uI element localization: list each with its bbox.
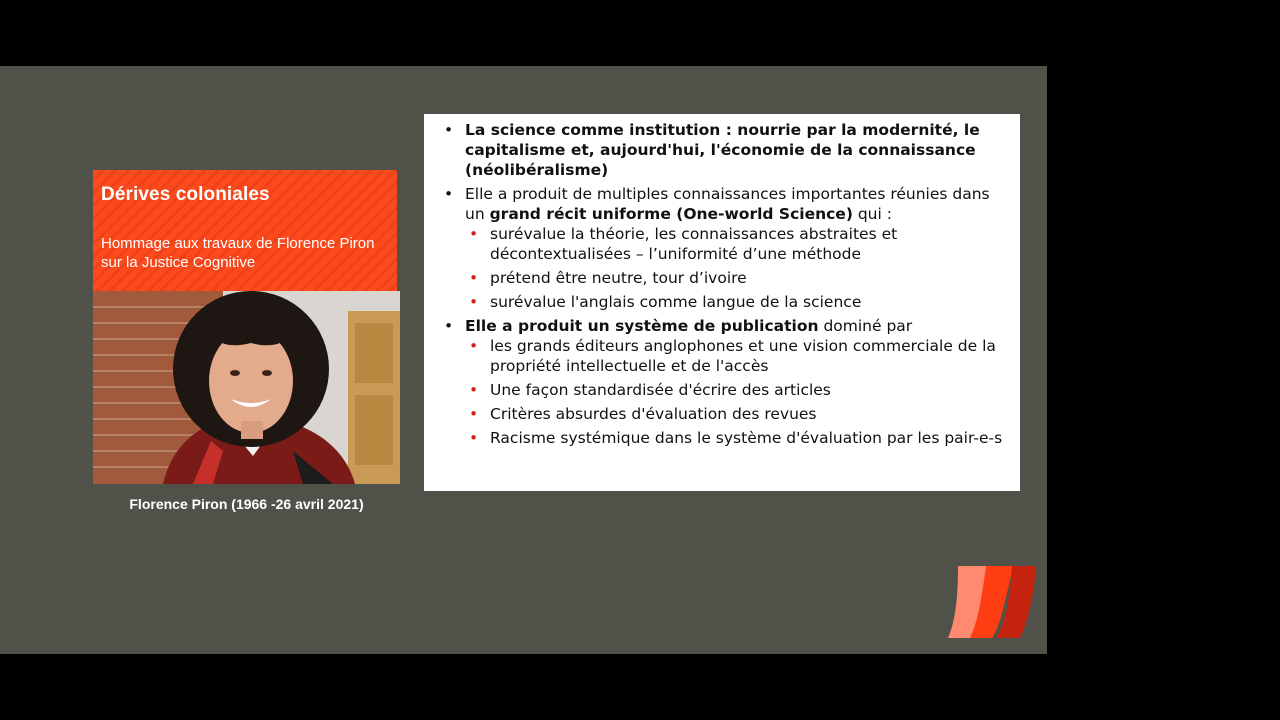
bullet-text: qui :	[852, 205, 892, 223]
bullet-bold-text: grand récit uniforme (One-world Science)	[489, 205, 853, 223]
bullet-text: Elle a produit de multiples connaissances importantes réunies dans un	[465, 185, 990, 223]
bullet-item	[444, 120, 1014, 180]
sub-bullet-item: • Critères absurdes d'évaluation des revues	[444, 404, 1014, 424]
bullet-bold-text: Elle a produit un système de publication	[465, 317, 819, 335]
sub-bullet-item: • Racisme systémique dans le système d'évaluation par les pair-e-s	[444, 428, 1014, 448]
bullet-item	[444, 184, 1014, 312]
photo-caption: Florence Piron (1966 -26 avril 2021)	[129, 496, 364, 512]
slide-title: Dérives coloniales	[101, 184, 270, 205]
sub-bullet-item: • les grands éditeurs anglophones et une vision commerciale de la propriété intellectuelle et de l'accès	[444, 336, 1014, 376]
bullet-item	[444, 316, 1014, 448]
sub-bullet-item: • Une façon standardisée d'écrire des articles	[444, 380, 1014, 400]
portrait-image	[93, 291, 400, 484]
content-box	[424, 114, 1020, 491]
bullet-text: dominé par	[818, 317, 913, 335]
portrait-photo	[93, 291, 400, 484]
sub-bullet-item: • prétend être neutre, tour d’ivoire	[444, 268, 1014, 288]
bullet-list	[444, 120, 1014, 448]
brand-logo-icon	[946, 564, 1038, 640]
sub-bullet-item: • surévalue l'anglais comme langue de la science	[444, 292, 1014, 312]
sub-bullet-item: • surévalue la théorie, les connaissances abstraites et décontextualisées – l’uniformité d’une méthode	[444, 224, 1014, 264]
slide-subtitle: Hommage aux travaux de Florence Piron sur la Justice Cognitive	[101, 235, 375, 271]
sub-bullet-list	[465, 224, 1014, 312]
bullet-text: La science comme institution : nourrie par la modernité, le capitalisme et, aujourd'hui, l'économie de la connaissance (néolibéralisme)	[465, 121, 980, 179]
sub-bullet-list	[465, 336, 1014, 448]
